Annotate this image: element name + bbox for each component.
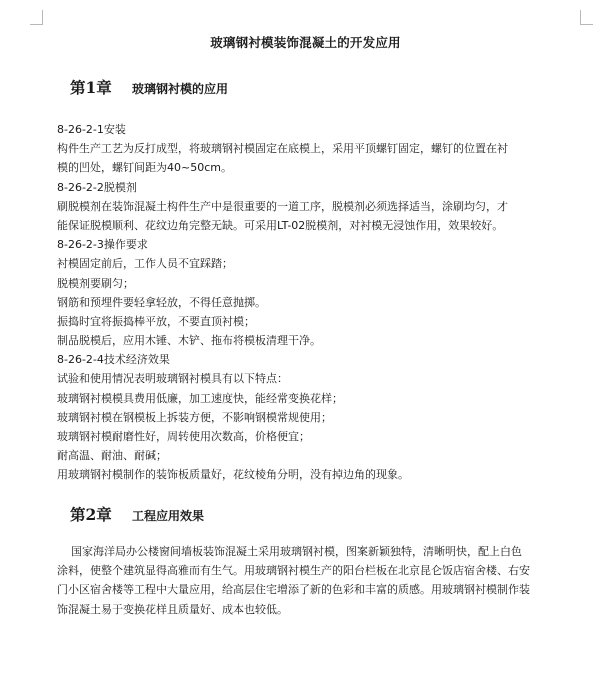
paragraph-line: 玻璃钢衬模耐磨性好，周转使用次数高，价格便宜； bbox=[57, 430, 310, 443]
crop-mark-top-right bbox=[580, 10, 593, 25]
chapter-name: 工程应用效果 bbox=[132, 509, 205, 523]
paragraph-line: 用玻璃钢衬模制作的装饰板质量好，花纹棱角分明，没有掉边角的现象。 bbox=[57, 468, 409, 482]
paragraph-line: 试验和使用情况表明玻璃钢衬模具有以下特点： bbox=[57, 372, 288, 386]
document-title: 玻璃钢衬模装饰混凝土的开发应用 bbox=[210, 35, 401, 50]
paragraph-line: 涂料，使整个建筑显得高雅而有生气。用玻璃钢衬模生产的阳台栏板在北京昆仑饭店宿舍楼、右安 bbox=[57, 564, 530, 578]
paragraph-line: 玻璃钢衬模模具费用低廉，加工速度快，能经常变换花样； bbox=[57, 391, 343, 405]
chapter-number: 第2章 bbox=[70, 505, 112, 524]
paragraph-line: 制品脱模后，应用木锤、木铲、拖布将模板清理干净。 bbox=[57, 334, 321, 348]
chapter-number: 第1章 bbox=[70, 78, 112, 97]
paragraph-line: 门小区宿舍楼等工程中大量应用，给高层住宅增添了新的色彩和丰富的质感。用玻璃钢衬模制作装 bbox=[57, 583, 530, 597]
paragraph-line: 8-26-2-3操作要求 bbox=[57, 238, 148, 252]
paragraph-line: 能保证脱模顺利、花纹边角完整无缺。可采用LT-02脱模剂，对衬模无浸蚀作用，效果较好。 bbox=[57, 218, 504, 232]
paragraph-line: 国家海洋局办公楼窗间墙板装饰混凝土采用玻璃钢衬模，图案新颖独特，清晰明快，配上白色 bbox=[57, 545, 522, 558]
paragraph-line: 8-26-2-4技术经济效果 bbox=[57, 353, 170, 367]
chapter-2-body bbox=[57, 542, 557, 619]
crop-mark-top-left bbox=[30, 10, 43, 25]
chapter-1-body bbox=[57, 120, 557, 485]
paragraph-line: 衬模固定前后，工作人员不宜踩踏； bbox=[57, 257, 233, 271]
chapter-1-heading bbox=[70, 76, 228, 98]
paragraph-line: 饰混凝土易于变换花样且质量好、成本也较低。 bbox=[57, 602, 288, 616]
paragraph-line: 脱模剂要刷匀； bbox=[57, 276, 134, 290]
paragraph-line: 玻璃钢衬模在钢模板上拆装方便，不影响钢模常规使用； bbox=[57, 410, 332, 424]
paragraph-line: 振捣时宜将振捣棒平放，不要直顶衬模； bbox=[57, 314, 255, 328]
paragraph-line: 8-26-2-2脱模剂 bbox=[57, 180, 137, 194]
paragraph-line: 刷脱模剂在装饰混凝土构件生产中是很重要的一道工序，脱模剂必须选择适当，涂刷均匀，才 bbox=[57, 199, 508, 213]
paragraph-line: 8-26-2-1安装 bbox=[57, 123, 126, 136]
paragraph-line: 构件生产工艺为反打成型，将玻璃钢衬模固定在底模上，采用平顶螺钉固定，螺钉的位置在衬 bbox=[57, 142, 508, 156]
paragraph-line: 耐高温、耐油、耐碱； bbox=[57, 449, 167, 463]
chapter-name: 玻璃钢衬模的应用 bbox=[132, 82, 229, 96]
paragraph-line: 模的凹处，螺钉间距为40~50cm。 bbox=[57, 161, 232, 175]
paragraph-line: 钢筋和预埋件要轻拿轻放，不得任意抛掷。 bbox=[57, 295, 266, 309]
chapter-2-heading bbox=[70, 503, 204, 525]
